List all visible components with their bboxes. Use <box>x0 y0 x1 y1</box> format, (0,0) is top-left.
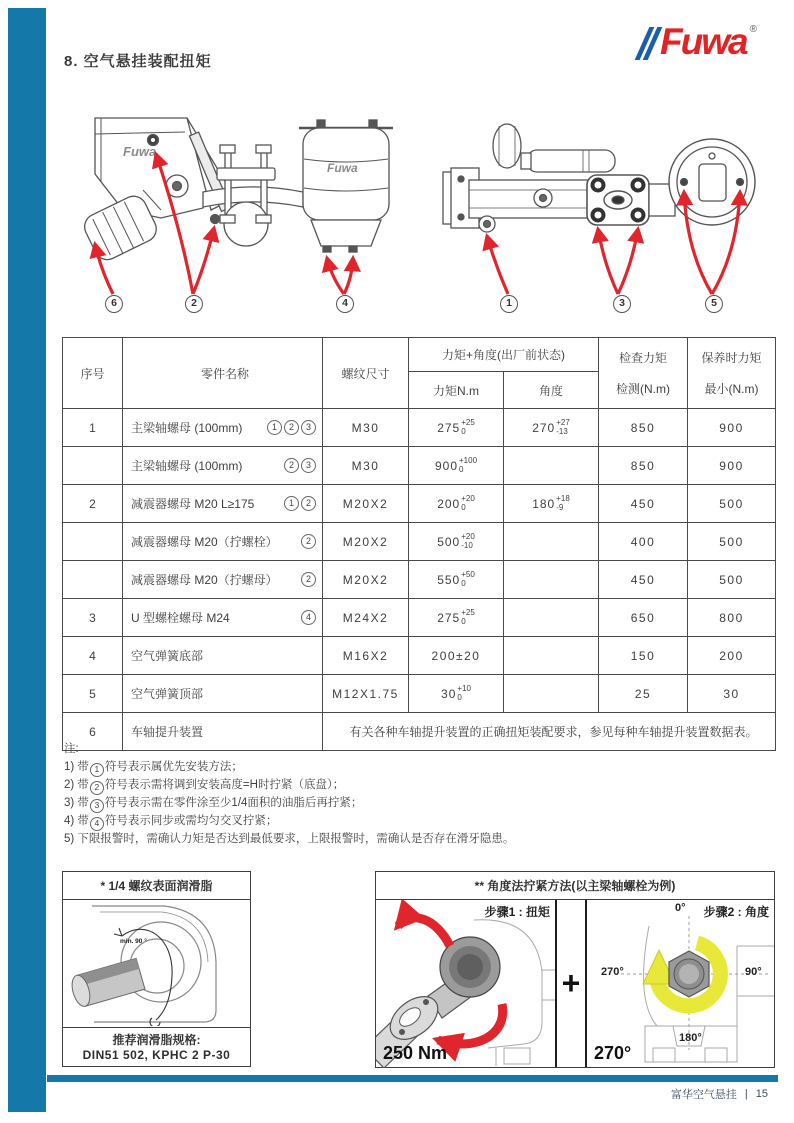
tolerance-value: 200 +20 0 <box>437 494 475 512</box>
circled-mark: 3 <box>301 420 316 435</box>
tolerance-stack: +10 0 <box>457 684 471 702</box>
spindle-lubrication-illustration <box>63 900 250 1026</box>
tolerance-value: 275 +25 0 <box>437 608 475 626</box>
part-name: 空气弹簧顶部 <box>131 687 204 701</box>
table-cell <box>504 485 599 523</box>
torque-table-body <box>63 409 776 751</box>
table-cell: M30 <box>323 409 409 447</box>
table-cell: M24X2 <box>323 599 409 637</box>
table-cell <box>504 523 599 561</box>
callout-label-5: 5 <box>705 295 723 313</box>
part-name: 主梁轴螺母 (100mm) <box>131 421 243 435</box>
table-cell: 500 <box>688 485 776 523</box>
table-cell: 5 <box>63 675 123 713</box>
part-name-wrap <box>131 419 319 436</box>
table-cell <box>504 675 599 713</box>
angle-method-panel-title: ** 角度法拧紧方法(以主梁轴螺栓为例) <box>376 872 774 900</box>
circled-mark: 4 <box>90 817 104 831</box>
table-cell: 3 <box>63 599 123 637</box>
part-name: 主梁轴螺母 (100mm) <box>131 459 243 473</box>
circled-mark: 4 <box>301 610 316 625</box>
part-name: 减震器螺母 M20（拧螺栓） <box>131 535 278 549</box>
angle-mark-180: 180° <box>679 1032 702 1044</box>
table-cell: M20X2 <box>323 523 409 561</box>
table-row <box>63 561 776 599</box>
registered-trademark-icon: ® <box>749 24 757 35</box>
tolerance-value: 180 +18 -9 <box>532 494 570 512</box>
table-cell <box>123 561 323 599</box>
footer-brand: 富华空气悬挂 <box>670 1089 737 1101</box>
step2-angle-value: 270° <box>594 1043 632 1063</box>
part-name: 减震器螺母 M20（拧螺母） <box>131 573 278 587</box>
accent-stripe-left <box>8 8 46 1112</box>
install-marks <box>284 496 319 511</box>
part-name-wrap <box>131 533 319 550</box>
col-header-maintenance-torque <box>688 338 776 409</box>
table-cell: M20X2 <box>323 561 409 599</box>
table-cell: 850 <box>599 409 688 447</box>
tolerance-stack: +50 0 <box>461 570 475 588</box>
table-cell <box>123 447 323 485</box>
circled-mark: 1 <box>90 763 104 777</box>
tolerance-stack: +25 0 <box>461 418 475 436</box>
notes-lines <box>64 759 514 849</box>
col-header-name: 零件名称 <box>123 338 323 409</box>
col-header-check-line2: 检测(N.m) <box>616 382 671 396</box>
lubricant-spec-value: DIN51 502, KPHC 2 P-30 <box>82 1048 231 1062</box>
angle-mark-90: 90° <box>745 966 762 978</box>
table-cell <box>123 675 323 713</box>
callout-label-6: 6 <box>105 295 123 313</box>
suspension-side-view-diagram <box>65 112 425 298</box>
footer-accent-bar <box>47 1075 778 1082</box>
table-cell: M12X1.75 <box>323 675 409 713</box>
part-name-wrap <box>131 571 319 588</box>
footer-divider: | <box>744 1088 748 1100</box>
step2-label: 步骤2 : 角度 <box>703 905 769 919</box>
tolerance-stack: +25 0 <box>461 608 475 626</box>
table-cell: 450 <box>599 485 688 523</box>
part-name-wrap <box>131 457 319 474</box>
tolerance-stack: +18 -9 <box>556 494 570 512</box>
col-header-check-torque <box>599 338 688 409</box>
step2-angle-pane <box>587 900 774 1067</box>
table-row <box>63 637 776 675</box>
table-cell <box>123 485 323 523</box>
table-cell <box>409 409 504 447</box>
part-name-wrap <box>131 495 319 512</box>
notes-section <box>64 741 514 848</box>
circled-mark: 2 <box>284 458 299 473</box>
table-cell: 800 <box>688 599 776 637</box>
part-name-wrap <box>131 647 319 664</box>
part-name: 车轴提升装置 <box>131 725 204 739</box>
circled-mark: 1 <box>284 496 299 511</box>
part-name-wrap <box>131 609 319 626</box>
callout-label-3: 3 <box>613 295 631 313</box>
table-cell: 900 <box>688 447 776 485</box>
table-cell <box>409 599 504 637</box>
table-cell: 有关各种车轴提升装置的正确扭矩装配要求，参见每种车轴提升装置数据表。 <box>323 713 776 751</box>
tolerance-value: 900 +100 0 <box>434 456 478 474</box>
table-row <box>63 523 776 561</box>
table-cell: 450 <box>599 561 688 599</box>
table-cell <box>504 637 599 675</box>
tolerance-stack: +27 -13 <box>556 418 570 436</box>
tolerance-stack: +100 0 <box>459 456 478 474</box>
table-cell <box>504 409 599 447</box>
table-cell: 1 <box>63 409 123 447</box>
col-header-maint-line2: 最小(N.m) <box>704 382 759 396</box>
notes-title: 注: <box>64 743 79 755</box>
lubrication-panel <box>62 871 251 1067</box>
tolerance-value: 500 +20 -10 <box>437 532 475 550</box>
install-marks <box>301 534 319 549</box>
fuwa-logo <box>642 21 757 62</box>
footer <box>671 1086 768 1102</box>
plus-sign: + <box>557 900 587 1067</box>
table-cell: M16X2 <box>323 637 409 675</box>
table-cell: 650 <box>599 599 688 637</box>
part-name: 减震器螺母 M20 L≥175 <box>131 497 255 511</box>
angle-mark-0: 0° <box>675 902 686 914</box>
table-cell: 500 <box>688 561 776 599</box>
table-cell <box>123 637 323 675</box>
table-cell: 25 <box>599 675 688 713</box>
table-row <box>63 447 776 485</box>
part-name: U 型螺栓螺母 M24 <box>131 611 230 625</box>
circled-mark: 1 <box>267 420 282 435</box>
table-cell <box>504 599 599 637</box>
tolerance-value: 270 +27 -13 <box>532 418 570 436</box>
angle-mark-270: 270° <box>601 966 624 978</box>
table-cell: M20X2 <box>323 485 409 523</box>
logo-wordmark: Fuwa <box>660 21 747 62</box>
lubricant-spec-label: 推荐润滑脂规格: <box>112 1033 201 1047</box>
table-row <box>63 675 776 713</box>
torque-spec-table <box>62 337 776 751</box>
table-cell: 850 <box>599 447 688 485</box>
table-cell <box>123 599 323 637</box>
table-cell <box>409 485 504 523</box>
tolerance-value: 275 +25 0 <box>437 418 475 436</box>
table-cell <box>123 523 323 561</box>
col-header-maint-line1: 保养时力矩 <box>701 351 762 365</box>
diagram-brand-text: Fuwa <box>123 144 157 159</box>
diagram-brand-text: Fuwa <box>327 161 358 175</box>
install-marks <box>267 420 319 435</box>
circled-mark: 2 <box>90 781 104 795</box>
step1-torque-pane <box>376 900 557 1067</box>
table-cell <box>409 523 504 561</box>
table-cell: 30 <box>688 675 776 713</box>
note-line: 5) 下限报警时，需确认力矩是否达到最低要求，上限报警时，需确认是否存在滑牙隐患。 <box>64 832 515 845</box>
circled-mark: 2 <box>301 496 316 511</box>
lubricant-spec-caption <box>63 1027 250 1066</box>
table-cell: 4 <box>63 637 123 675</box>
table-cell <box>123 409 323 447</box>
table-cell: 200±20 <box>409 637 504 675</box>
tolerance-value: 550 +50 0 <box>437 570 475 588</box>
note-line: 1) 带 1 符号表示属优先安装方法； <box>64 759 514 777</box>
col-header-torque-angle-group: 力矩+角度(出厂前状态) <box>409 338 599 372</box>
tolerance-stack: +20 0 <box>461 494 475 512</box>
table-cell <box>504 561 599 599</box>
note-line: 2) 带 2 符号表示需将调到安装高度=H时拧紧（底盘）； <box>64 777 514 795</box>
callout-label-1: 1 <box>500 295 518 313</box>
table-row <box>63 599 776 637</box>
col-header-check-line1: 检查力矩 <box>619 351 668 365</box>
part-name-wrap <box>131 685 319 702</box>
table-cell <box>63 561 123 599</box>
table-cell <box>409 447 504 485</box>
table-cell <box>504 447 599 485</box>
note-line: 4) 带 4 符号表示同步或需均匀交叉拧紧； <box>64 813 514 831</box>
install-marks <box>301 610 319 625</box>
angle-method-body <box>376 900 774 1067</box>
page-title: 8. 空气悬挂装配扭矩 <box>64 53 212 70</box>
col-header-thread: 螺纹尺寸 <box>323 338 409 409</box>
table-row <box>63 409 776 447</box>
lubrication-panel-title: * 1/4 螺纹表面润滑脂 <box>63 872 250 900</box>
table-row <box>63 485 776 523</box>
circled-mark: 3 <box>301 458 316 473</box>
callout-label-4: 4 <box>336 295 354 313</box>
footer-page-number: 15 <box>755 1088 768 1100</box>
tolerance-value: 30 +10 0 <box>441 684 471 702</box>
table-cell <box>63 447 123 485</box>
col-header-no: 序号 <box>63 338 123 409</box>
table-cell: M30 <box>323 447 409 485</box>
step1-label: 步骤1 : 扭矩 <box>484 905 550 919</box>
table-cell <box>409 561 504 599</box>
install-marks <box>301 572 319 587</box>
note-line: 3) 带 3 符号表示需在零件涂至少1/4面积的油脂后再拧紧； <box>64 795 514 813</box>
part-name-wrap <box>131 723 319 740</box>
callout-label-2: 2 <box>185 295 203 313</box>
table-cell: 500 <box>688 523 776 561</box>
circled-mark: 2 <box>284 420 299 435</box>
table-cell: 6 <box>63 713 123 751</box>
circled-mark: 3 <box>90 799 104 813</box>
col-header-angle: 角度 <box>504 372 599 409</box>
table-cell: 900 <box>688 409 776 447</box>
table-cell: 150 <box>599 637 688 675</box>
tolerance-stack: +20 -10 <box>461 532 475 550</box>
circled-mark: 2 <box>301 572 316 587</box>
col-header-torque-nm: 力矩N.m <box>409 372 504 409</box>
step1-torque-value: 250 Nm <box>383 1043 448 1063</box>
table-cell <box>63 523 123 561</box>
install-marks <box>284 458 319 473</box>
table-cell: 400 <box>599 523 688 561</box>
part-name: 空气弹簧底部 <box>131 649 204 663</box>
circled-mark: 2 <box>301 534 316 549</box>
table-cell <box>409 675 504 713</box>
table-cell: 200 <box>688 637 776 675</box>
min-angle-annotation: min. 90 ° <box>120 938 147 945</box>
table-cell: 2 <box>63 485 123 523</box>
suspension-top-view-diagram <box>435 112 785 298</box>
angle-method-panel <box>375 871 775 1068</box>
